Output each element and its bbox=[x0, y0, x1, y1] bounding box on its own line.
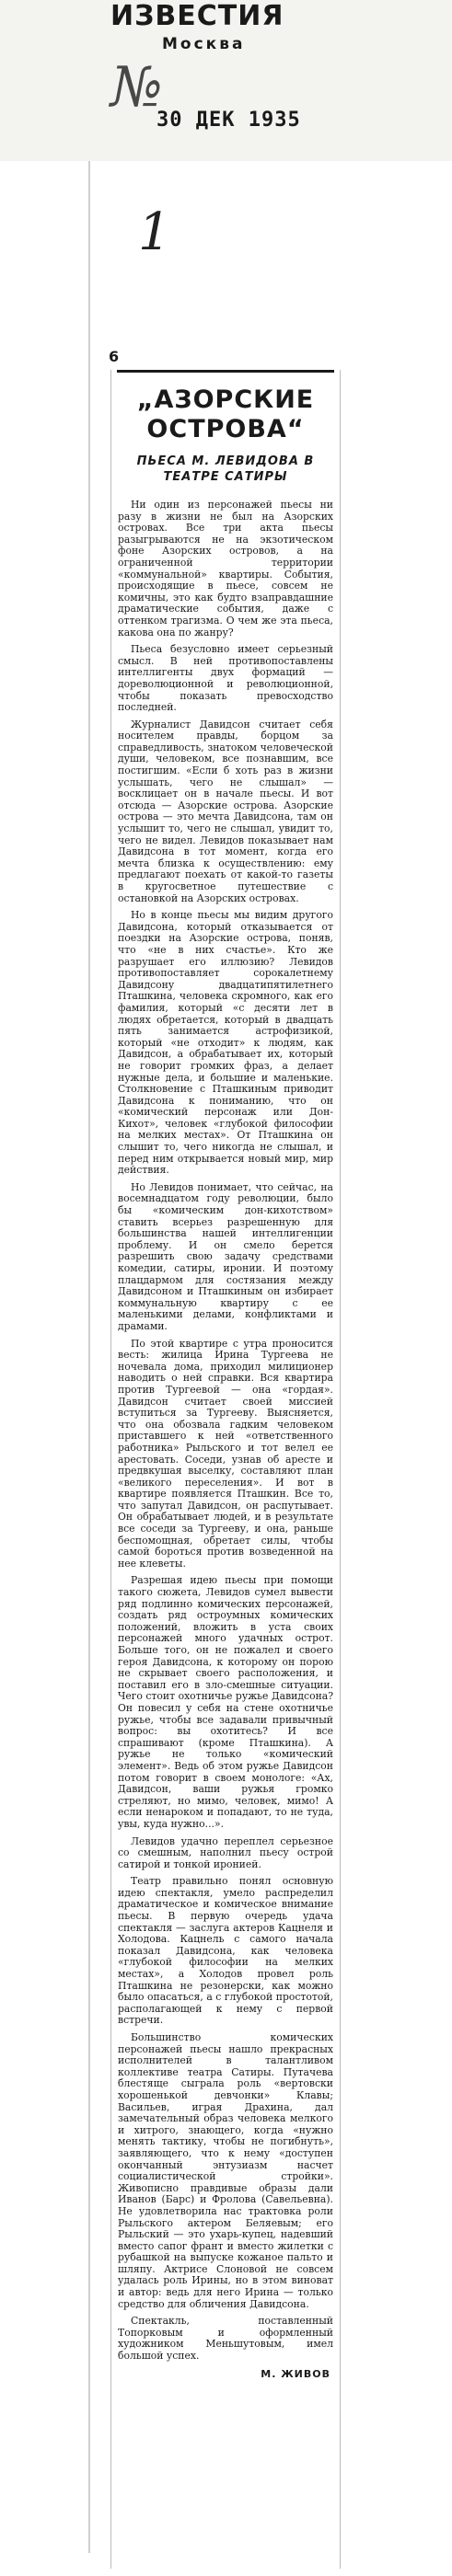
paragraph: Но в конце пьесы мы видим другого Давидсона, который отказывается от поездки на Азорские острова, поняв, что «не в них счастье». Кто же разрушает его иллюзию? Левидов противопоставляет сорокалетнему Давидсону двадцатипятилетнего Пташкина, человека скромного, как его фамилия, который «с десяти лет в людях обретается, который в двадцать пять занимается астрофизикой, который «не отходит» к людям, как Давидсон, а обрабатывает их, который не говорит громких фраз, а делает нужные дела, и большие и маленькие. Столкновение с Пташкиным приводит Давидсона к пониманию, что он «комический персонаж или Дон-Кихот», человек «глубокой философии на мелких местах». От Пташкина он слышит то, чего никогда не слышал, и перед ним открывается новый мир, мир действия. bbox=[118, 909, 333, 1177]
paragraph: Левидов удачно переплел серьезное со смешным, наполнил пьесу острой сатирой и тонкой иронией. bbox=[118, 1834, 333, 1870]
clipping-header bbox=[0, 0, 452, 161]
author-signature: М. ЖИВОВ bbox=[261, 2367, 330, 2380]
paragraph: Театр правильно понял основную идею спектакля, умело распределил драматическое и комическое внимание пьесы. В первую очередь удача спектакля — заслуга актеров Кацнеля и Холодова. Кацнель с самого начала показал Давидсона, как человека «глубокой философии на мелких местах», а Холодов провел роль Пташкина не резонерски, как можно было опасаться, а с глубокой простотой, располагающей к нему с первой встречи. bbox=[118, 1875, 333, 2027]
clipping-date: 30 ДЕК 1935 bbox=[156, 109, 301, 132]
paragraph: Ни один из персонажей пьесы ни разу в жизни не был на Азорских островах. Все три акта пьесы разыгрываются не на экзотическом фоне Азорских островов, а на ограниченной территории «коммунальной» квартиры. События, происходящие в пьесе, совсем не комичны, это как будто взаправдашние драматические события, даже с оттенком трагизма. О чем же эта пьеса, какова она по жанру? bbox=[118, 499, 333, 638]
newspaper-title: ИЗВЕСТИЯ bbox=[110, 0, 284, 32]
handwritten-mark: 1 bbox=[138, 202, 171, 262]
article-clipping bbox=[110, 370, 341, 2569]
paragraph: По этой квартире с утра проносится весть: жилица Ирина Тургеева не ночевала дома, приходил милиционер наводить о ней справки. Вся квартира против Тургеевой — она «гордая». Давидсон считает своей миссией вступиться за Тургееву. Выясняется, что она обозвала гадким человеком приставшего к ней «ответственного работника» Рыльского и тот велел ее арестовать. Соседи, узнав об аресте и предвкушая выселку, составляют план «великого переселения». И вот в квартире появляется Пташкин. Все то, что запутал Давидсон, он распутывает. Он обрабатывает людей, и в результате все соседи за Тургееву, и она, раньше беспомощная, обретает силы, чтобы самой бороться против возведенной на нее клеветы. bbox=[118, 1337, 333, 1570]
paragraph: Разрешая идею пьесы при помощи такого сюжета, Левидов сумел вывести ряд подлинно комических персонажей, создать ряд остроумных комических положений, вложить в уста своих персонажей много удачных острот. Больше того, он не пожалел и своего героя Давидсона, к которому он порою не скрывает своего расположения, и поставил его в зло-смешные ситуации. Чего стоит охотничье ружье Давидсона? Он повесил у себя на стене охотничье ружье, чтобы все задавали привычный вопрос: вы охотитесь? И все спрашивают (кроме Пташкина). А ружье не только «комический элемент». Ведь об этом ружье Давидсон потом говорит в своем монологе: «Ах, Давидсон, ваши ружья громко стреляют, но мимо, человек, мимо! А если ненароком и попадают, то не туда, увы, куда нужно...». bbox=[118, 1574, 333, 1830]
paragraph: Но Левидов понимает, что сейчас, на восемнадцатом году революции, было бы «комическим дон-кихотством» ставить всерьез разрешенную для большинства нашей интеллигенции проблему. И он смело берется разрешить свою задачу средствами комедии, сатиры, иронии. И поэтому плацдармом для состязания между Давидсоном и Пташкиным он избирает коммунальную квартиру с ее маленькими делами, конфликтами и драмами. bbox=[118, 1180, 333, 1332]
clipping-edge bbox=[88, 161, 90, 2553]
paragraph: Пьеса безусловно имеет серьезный смысл. В ней противопоставлены интеллигенты двух формаций — дореволюционной и революционной, чтобы показать превосходство последней. bbox=[118, 643, 333, 714]
paragraph: Спектакль, поставленный Топорковым и оформленный художником Меньшутовым, имел большой успех. bbox=[118, 2315, 333, 2363]
top-rule bbox=[117, 370, 334, 373]
paragraph: Большинство комических персонажей пьесы нашло прекрасных исполнителей в талантливом коллективе театра Сатиры. Путачева блестяще сыграла роль «вертовски хорошенькой девчонки» Клавы; Васильев, играя Драхина, дал замечательный образ человека мелкого и хитрого, знающего, когда «нужно менять тактику, чтобы не погибнуть», заявляющего, что к нему «доступен окончанный энтузиазм насчет социалистической стройки». Живописно правдивые образы дали Иванов (Барс) и Фролова (Савельевна). Не удовлетворила нас трактовка роли Рыльского актером Беляевым; его Рыльский — это ухарь-купец, надевший вместо сапог франт и вместо жилетки с рубашкой на выпуске кожаное пальто и шляпу. Актрисе Слоновой не совсем удалась роль Ирины, но в этом виноват и автор: ведь для него Ирина — только средство для обличения Давидсона. bbox=[118, 2031, 333, 2310]
article-subtitle: ПЬЕСА М. ЛЕВИДОВА В ТЕАТРЕ САТИРЫ bbox=[136, 454, 315, 484]
handwritten-stamp: № bbox=[110, 55, 163, 120]
paragraph: Журналист Давидсон считает себя носителем правды, борцом за справедливость, знатоком человеческой души, человеком, все познавшим, все постигшим. «Если б хоть раз в жизни услышать, чего не слышал» — восклицает он в начале пьесы. И вот отсюда — Азорские острова. Азорские острова — это мечта Давидсона, там он услышит то, чего не слышал, увидит то, чего не видел. Левидов показывает нам Давидсона в тот момент, когда его мечта близка к осуществлению: ему предлагают поехать от какой-то газеты в кругосветное путешествие с остановкой на Азорских островах. bbox=[118, 718, 333, 904]
page-number: 6 bbox=[109, 348, 120, 365]
newspaper-city: Москва bbox=[162, 35, 246, 53]
article-body bbox=[111, 500, 340, 2363]
article-title: „АЗОРСКИЕ ОСТРОВА“ bbox=[136, 385, 315, 443]
